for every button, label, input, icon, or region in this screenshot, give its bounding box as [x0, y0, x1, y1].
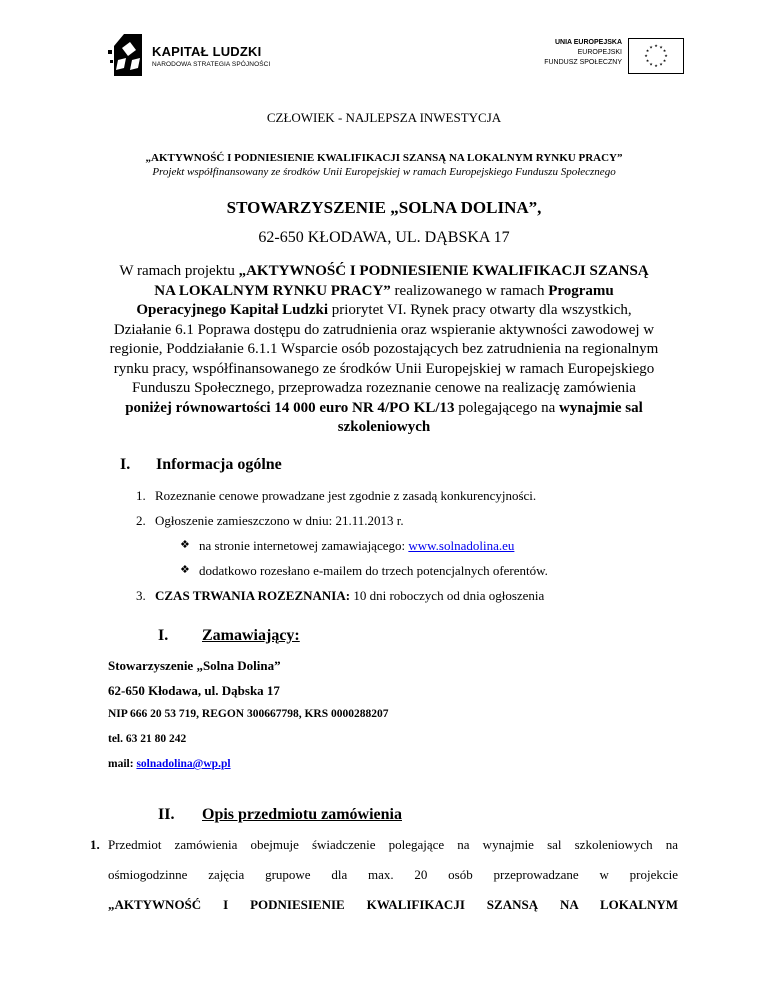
- paragraph-line: Przedmiot zamówienia obejmuje świadczenie polegające na wynajmie sal szkoleniowych na: [108, 837, 678, 852]
- svg-text:★: ★: [659, 61, 663, 67]
- svg-text:★: ★: [649, 61, 653, 67]
- bullet-text: dodatkowo rozesłano e-mailem do trzech potencjalnych oferentów.: [199, 563, 548, 578]
- intro-subject: wynajmie sal szkoleniowych: [337, 399, 643, 435]
- eu-line2: EUROPEJSKI: [577, 49, 622, 56]
- kapital-ludzki-mark-icon: [108, 30, 144, 78]
- list-item-text: Ogłoszenie zamieszczono w dniu: 21.11.2013 r.: [155, 513, 404, 528]
- intro-text-3: priorytet VI. Rynek pracy otwarty dla wszystkich, Działanie 6.1 Poprawa dostępu do zatrudnienia oraz wspieranie aktywności zawodowej w regionie, Poddziałanie 6.1.1 Wsparcie osób pozostających bez zatrudnienia na regionalnym rynku pracy, współfinansowanego ze środków Unii Europejskiej w ramach Europejskiego Funduszu Społecznego, przeprowadza rozeznanie cenowe na realizację zamówienia: [109, 302, 659, 396]
- eu-logo: [524, 38, 684, 78]
- section-3-number: II.: [158, 806, 175, 823]
- list-item-number: 2.: [136, 513, 146, 528]
- organization-name: STOWARZYSZENIE „SOLNA DOLINA”,: [226, 198, 542, 217]
- list-item-number: 1.: [136, 488, 146, 503]
- svg-text:★: ★: [645, 48, 650, 53]
- orderer-name: Stowarzyszenie „Solna Dolina”: [108, 658, 281, 673]
- svg-text:★: ★: [662, 58, 667, 63]
- svg-text:★: ★: [645, 58, 650, 63]
- eu-line1: UNIA EUROPEJSKA: [554, 39, 622, 46]
- orderer-phone: tel. 63 21 80 242: [108, 733, 187, 745]
- section-3-title: Opis przedmiotu zamówienia: [202, 806, 402, 823]
- svg-text:★: ★: [649, 44, 653, 50]
- email-link[interactable]: solnadolina@wp.pl: [136, 758, 231, 770]
- section-1-title: Informacja ogólne: [156, 456, 282, 473]
- bullet-text: na stronie internetowej zamawiającego:: [199, 538, 409, 553]
- paragraph-line: „AKTYWNOŚĆ I PODNIESIENIE KWALIFIKACJI SZANSĄ NA LOKALNYM: [108, 897, 678, 912]
- mail-label: mail:: [108, 758, 137, 770]
- organization-address: 62-650 KŁODAWA, UL. DĄBSKA 17: [258, 229, 510, 246]
- svg-text:★: ★: [654, 43, 658, 48]
- intro-text-4: polegającego na: [454, 399, 560, 416]
- intro-paragraph: [108, 262, 660, 438]
- section-2-title: Zamawiający:: [202, 627, 300, 644]
- orderer-address: 62-650 Kłodawa, ul. Dąbska 17: [108, 683, 280, 698]
- svg-text:★: ★: [654, 63, 658, 68]
- duration-label: CZAS TRWANIA ROZEZNANIA:: [155, 588, 351, 603]
- eu-flag-icon: [628, 38, 684, 74]
- kapital-ludzki-subtitle: NARODOWA STRATEGIA SPÓJNOŚCI: [152, 61, 271, 68]
- website-link[interactable]: www.solnadolina.eu: [408, 538, 515, 553]
- svg-text:★: ★: [659, 44, 663, 50]
- duration-text: 10 dni roboczych od dnia ogłoszenia: [350, 588, 545, 603]
- eu-logo-text: [544, 38, 622, 68]
- paragraph-line: ośmiogodzinne zajęcia grupowe dla max. 20 osób przeprowadzane w projekcie: [108, 867, 678, 882]
- eu-line3: FUNDUSZ SPOŁECZNY: [544, 59, 622, 66]
- orderer-mail-line: [108, 758, 231, 770]
- project-subtitle: Projekt współfinansowany ze środków Unii Europejskiej w ramach Europejskiego Funduszu Społecznego: [152, 166, 616, 178]
- kapital-ludzki-logo: [108, 30, 308, 80]
- diamond-bullet-icon: ❖: [180, 538, 190, 551]
- motto: CZŁOWIEK - NAJLEPSZA INWESTYCJA: [266, 110, 502, 125]
- svg-text:★: ★: [662, 48, 667, 53]
- paragraph-number: 1.: [90, 837, 100, 852]
- svg-text:★: ★: [664, 53, 668, 58]
- intro-text-1: W ramach projektu: [119, 263, 239, 279]
- list-item-number: 3.: [136, 588, 146, 603]
- kapital-ludzki-title: KAPITAŁ LUDZKI: [152, 44, 262, 59]
- intro-text-2: realizowanego w ramach: [390, 282, 549, 299]
- intro-threshold: poniżej równowartości 14 000 euro NR 4/PO KL/13: [125, 399, 455, 416]
- diamond-bullet-icon: ❖: [180, 563, 190, 576]
- svg-text:★: ★: [644, 53, 648, 58]
- section-1-number: I.: [120, 456, 131, 473]
- section-2-number: I.: [158, 627, 169, 644]
- list-item-text: Rozeznanie cenowe prowadzane jest zgodnie z zasadą konkurencyjności.: [155, 488, 537, 503]
- intro-program-name: Programu Operacyjnego Kapitał Ludzki: [136, 282, 614, 318]
- project-title: „AKTYWNOŚĆ I PODNIESIENIE KWALIFIKACJI SZANSĄ NA LOKALNYM RYNKU PRACY”: [145, 152, 623, 164]
- intro-project-name: „AKTYWNOŚĆ I PODNIESIENIE KWALIFIKACJI SZANSĄ NA LOKALNYM RYNKU PRACY”: [154, 263, 649, 299]
- orderer-ids: NIP 666 20 53 719, REGON 300667798, KRS 0000288207: [108, 708, 389, 720]
